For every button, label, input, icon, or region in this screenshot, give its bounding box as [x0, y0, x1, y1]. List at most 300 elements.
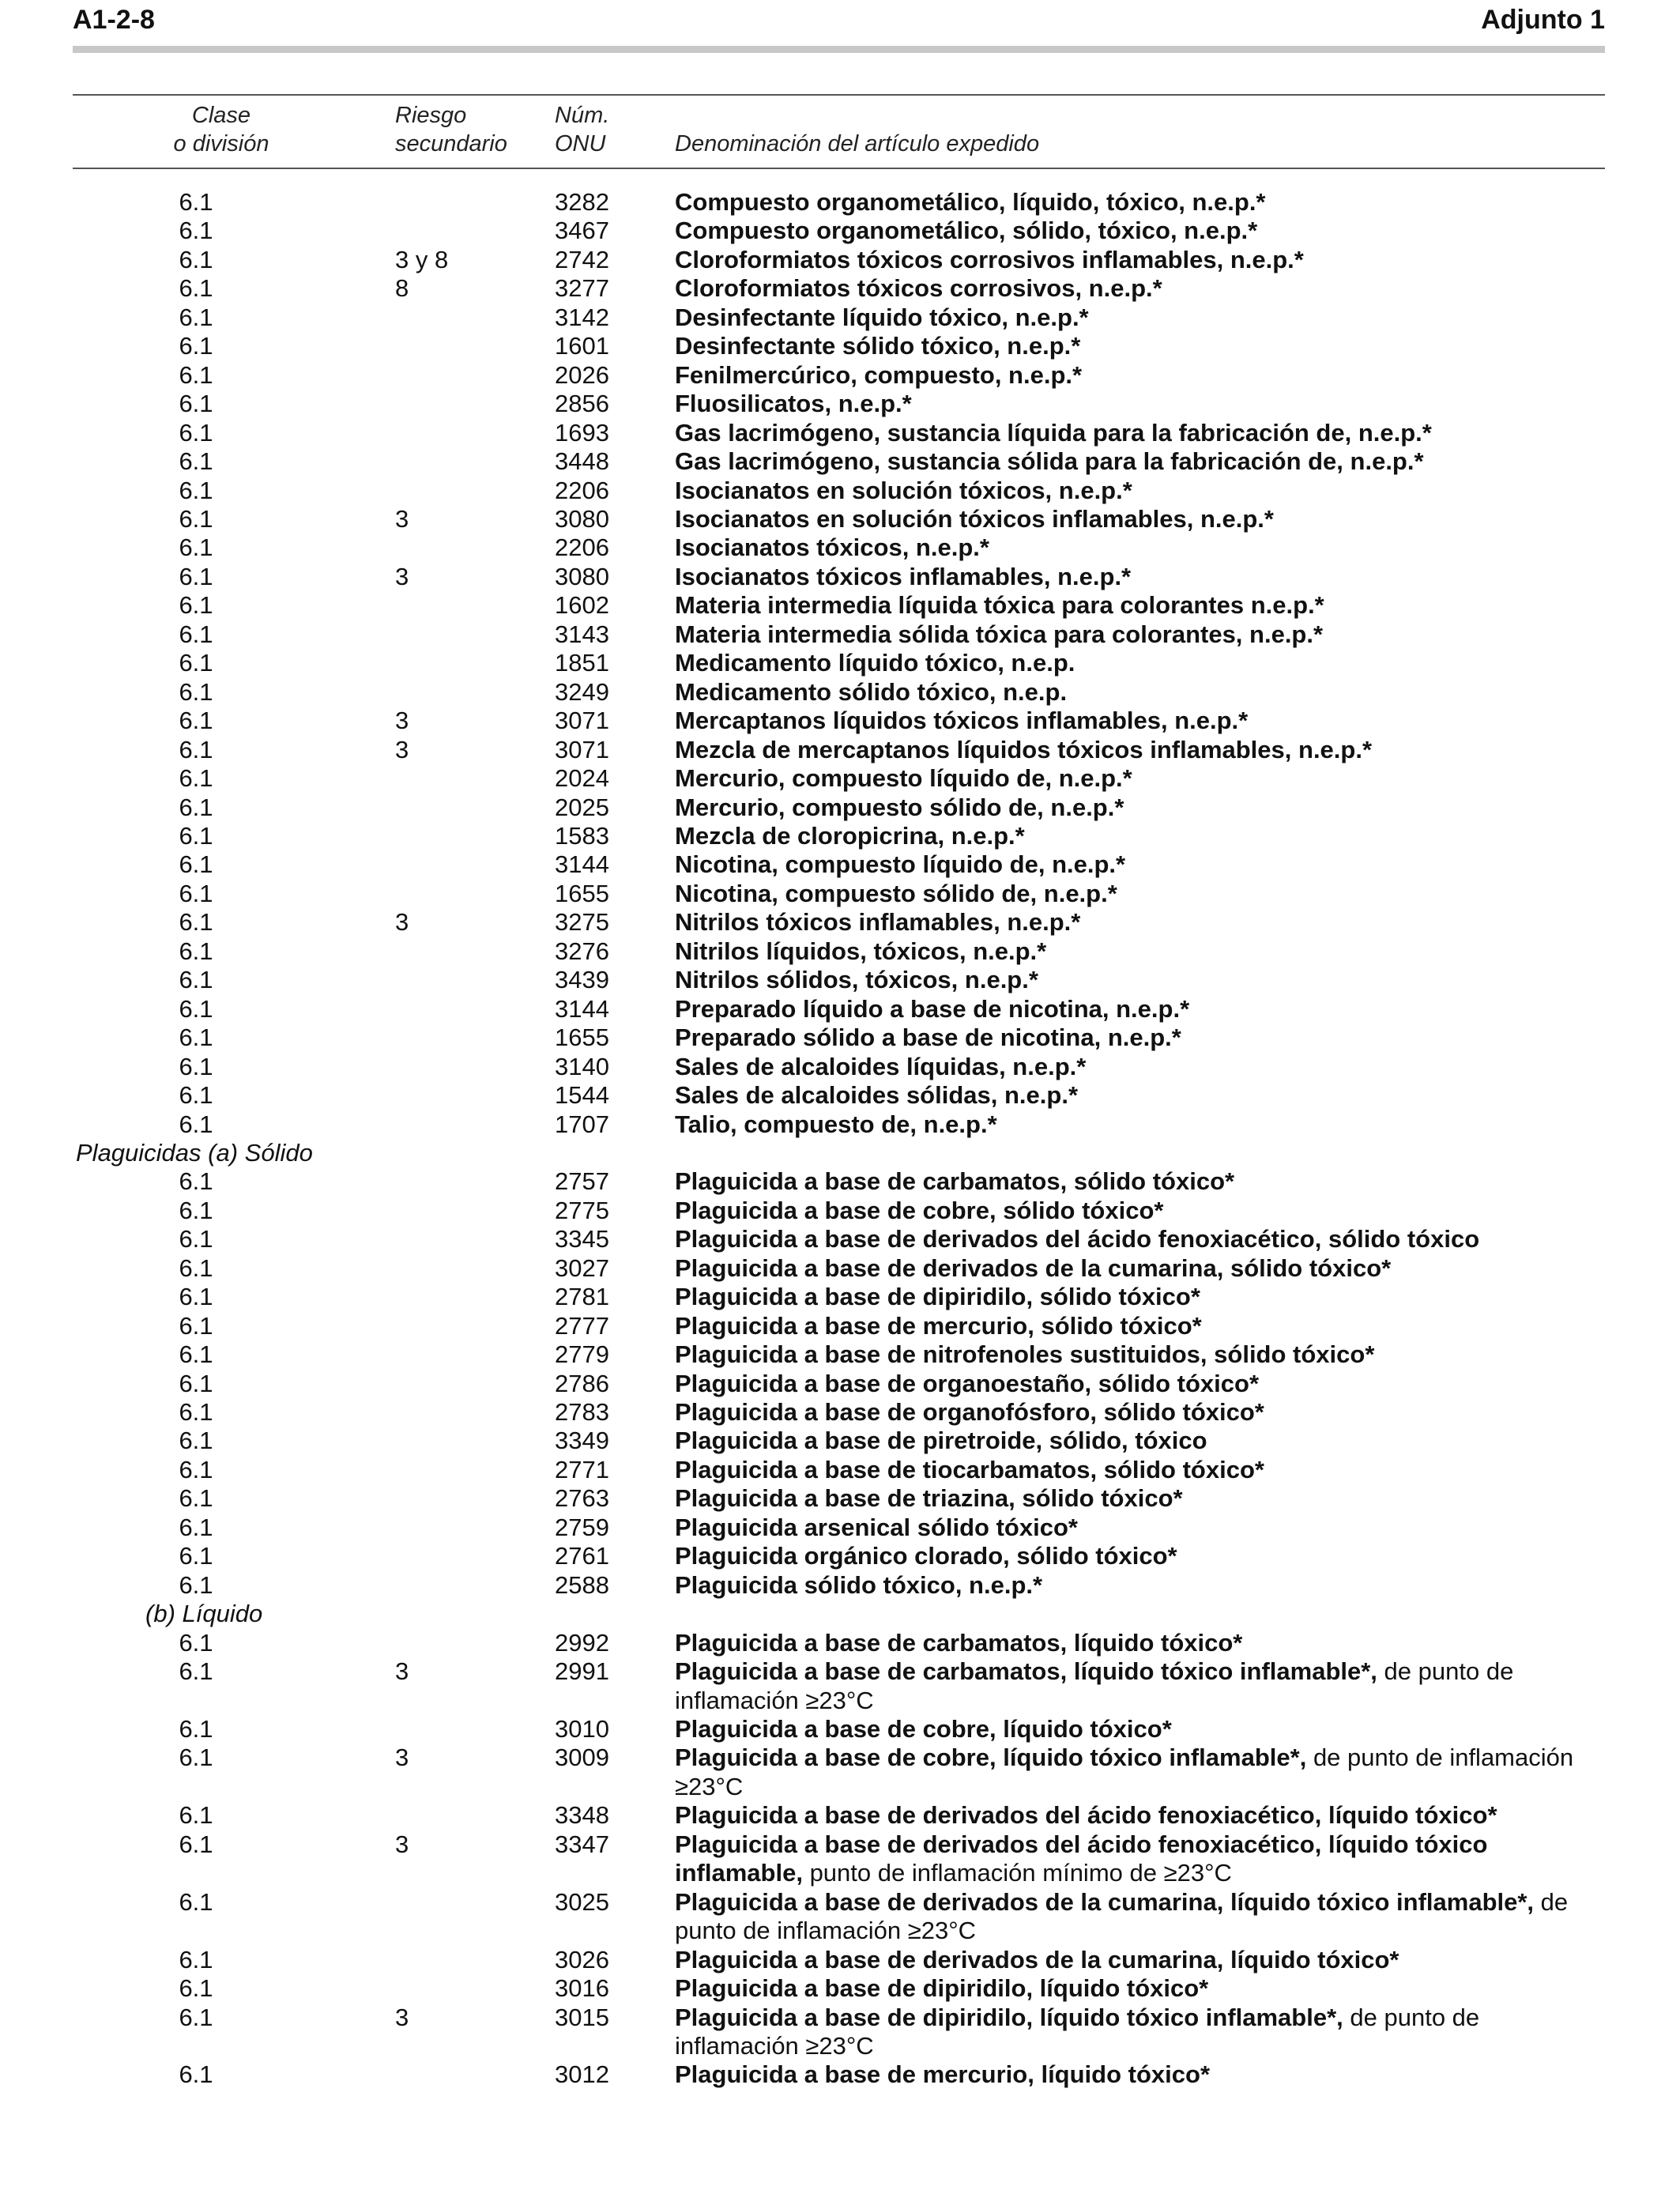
- cell-clase: 6.1: [179, 360, 213, 389]
- item-name: Nicotina, compuesto sólido de, n.e.p.*: [675, 879, 1117, 907]
- cell-onu: 3016: [555, 1974, 609, 2003]
- item-name: Mezcla de cloropicrina, n.e.p.*: [675, 821, 1025, 850]
- table-row: [73, 1514, 1605, 1542]
- cell-clase: 6.1: [179, 1657, 213, 1686]
- cell-clase: 6.1: [179, 1196, 213, 1224]
- cell-denominacion: [675, 419, 1605, 447]
- item-name: Plaguicida a base de derivados del ácido fenoxiacético, sólido tóxico: [675, 1225, 1480, 1253]
- table-row: [73, 1283, 1605, 1311]
- cell-clase: 6.1: [179, 1340, 213, 1369]
- cell-denominacion: [675, 332, 1605, 360]
- cell-onu: 2763: [555, 1484, 609, 1513]
- cell-denominacion: [675, 1340, 1605, 1369]
- table-row: [73, 937, 1605, 966]
- cell-clase: 6.1: [179, 735, 213, 763]
- cell-clase: 6.1: [179, 447, 213, 476]
- item-name: Nitrilos sólidos, tóxicos, n.e.p.*: [675, 966, 1038, 994]
- cell-onu: 1707: [555, 1110, 609, 1138]
- cell-denominacion: [675, 1370, 1605, 1398]
- item-name: Desinfectante sólido tóxico, n.e.p.*: [675, 332, 1081, 360]
- table-row: [73, 1974, 1605, 2003]
- cell-clase: 6.1: [179, 1830, 213, 1858]
- cell-denominacion: [675, 1571, 1605, 1600]
- cell-denominacion: [675, 995, 1605, 1023]
- table-row: [73, 1340, 1605, 1369]
- cell-riesgo: 3: [395, 707, 409, 735]
- cell-clase: 6.1: [179, 677, 213, 706]
- cell-onu: 3142: [555, 303, 609, 331]
- cell-clase: 6.1: [179, 562, 213, 590]
- table-row: [73, 1542, 1605, 1570]
- item-name: Plaguicida a base de mercurio, sólido tóxico*: [675, 1311, 1202, 1340]
- cell-clase: 6.1: [179, 1311, 213, 1340]
- cell-onu: 2775: [555, 1196, 609, 1224]
- table-row: [73, 1254, 1605, 1283]
- cell-onu: 3144: [555, 994, 609, 1023]
- table-row: [73, 1427, 1605, 1455]
- cell-riesgo: 3: [395, 1657, 409, 1686]
- cell-riesgo: 8: [395, 274, 409, 303]
- column-header-clase: [158, 101, 284, 158]
- cell-onu: 3012: [555, 2060, 609, 2089]
- cell-onu: 2026: [555, 360, 609, 389]
- cell-denominacion: [675, 620, 1605, 649]
- cell-clase: 6.1: [179, 1513, 213, 1541]
- cell-denominacion: [675, 533, 1605, 562]
- item-name: Sales de alcaloides sólidas, n.e.p.*: [675, 1081, 1079, 1110]
- section-heading-row: [73, 1600, 1605, 1628]
- item-name: Isocianatos en solución tóxicos, n.e.p.*: [675, 476, 1132, 504]
- table-row: [73, 1744, 1605, 1801]
- column-header-clase-line1: Clase: [191, 103, 251, 128]
- cell-onu: 3026: [555, 1945, 609, 1973]
- cell-denominacion: [675, 937, 1605, 966]
- cell-onu: 3080: [555, 504, 609, 533]
- item-name: Plaguicida orgánico clorado, sólido tóxico*: [675, 1542, 1177, 1570]
- cell-clase: 6.1: [179, 303, 213, 331]
- cell-clase: 6.1: [179, 1945, 213, 1973]
- item-name: Medicamento líquido tóxico, n.e.p.: [675, 649, 1075, 677]
- cell-denominacion: [675, 274, 1605, 303]
- cell-onu: 3009: [555, 1744, 609, 1772]
- cell-onu: 3144: [555, 850, 609, 879]
- cell-onu: 3025: [555, 1887, 609, 1916]
- cell-clase: 6.1: [179, 1628, 213, 1657]
- page-code: A1-2-8: [73, 5, 155, 35]
- table-row: [73, 1110, 1605, 1139]
- cell-clase: 6.1: [179, 1110, 213, 1138]
- cell-onu: 2588: [555, 1570, 609, 1599]
- item-name: Plaguicida a base de dipiridilo, líquido tóxico*: [675, 1974, 1209, 2003]
- cell-riesgo: 3 y 8: [395, 245, 449, 273]
- cell-clase: 6.1: [179, 879, 213, 907]
- cell-denominacion: [675, 1254, 1605, 1283]
- item-name: Plaguicida a base de dipiridilo, líquido tóxico inflamable*,: [675, 2003, 1343, 2031]
- cell-denominacion: [675, 794, 1605, 822]
- cell-denominacion: [675, 505, 1605, 533]
- cell-onu: 2025: [555, 793, 609, 821]
- cell-clase: 6.1: [179, 188, 213, 216]
- page-header: [73, 0, 1605, 43]
- item-name: Materia intermedia líquida tóxica para colorantes n.e.p.*: [675, 591, 1324, 620]
- item-note: de punto de inflamación ≥23°C: [675, 1744, 1574, 1800]
- column-header-onu: [555, 101, 609, 158]
- table-row: [73, 332, 1605, 360]
- cell-onu: 3348: [555, 1801, 609, 1830]
- cell-denominacion: [675, 880, 1605, 908]
- cell-denominacion: [675, 563, 1605, 591]
- cell-onu: 2206: [555, 476, 609, 504]
- column-header-onu-line1: Núm.: [555, 103, 610, 128]
- table-row: [73, 1830, 1605, 1888]
- cell-onu: 3249: [555, 677, 609, 706]
- cell-denominacion: [675, 1744, 1605, 1801]
- attachment-label: Adjunto 1: [1481, 5, 1605, 35]
- cell-clase: 6.1: [179, 821, 213, 850]
- item-name: Isocianatos en solución tóxicos inflamables, n.e.p.*: [675, 504, 1274, 533]
- table-row: [73, 1167, 1605, 1196]
- cell-clase: 6.1: [179, 1570, 213, 1599]
- cell-denominacion: [675, 736, 1605, 764]
- cell-riesgo: 3: [395, 562, 409, 590]
- table-row: [73, 1225, 1605, 1253]
- table-row: [73, 736, 1605, 764]
- table-row: [73, 764, 1605, 793]
- item-name: Medicamento sólido tóxico, n.e.p.: [675, 677, 1068, 706]
- item-name: Plaguicida sólido tóxico, n.e.p.*: [675, 1570, 1043, 1599]
- cell-denominacion: [675, 303, 1605, 332]
- item-name: Isocianatos tóxicos inflamables, n.e.p.*: [675, 562, 1132, 590]
- item-name: Compuesto organometálico, sólido, tóxico, n.e.p.*: [675, 217, 1258, 245]
- item-name: Talio, compuesto de, n.e.p.*: [675, 1110, 997, 1138]
- table-row: [73, 908, 1605, 937]
- cell-clase: 6.1: [179, 476, 213, 504]
- cell-clase: 6.1: [179, 1081, 213, 1110]
- table-row: [73, 1197, 1605, 1225]
- cell-onu: 3467: [555, 217, 609, 245]
- table-row: [73, 447, 1605, 476]
- cell-denominacion: [675, 822, 1605, 850]
- table-row: [73, 361, 1605, 390]
- item-name: Gas lacrimógeno, sustancia sólida para la fabricación de, n.e.p.*: [675, 447, 1424, 476]
- item-name: Plaguicida a base de piretroide, sólido, tóxico: [675, 1427, 1207, 1455]
- cell-denominacion: [675, 591, 1605, 620]
- cell-onu: 3282: [555, 188, 609, 216]
- item-name: Plaguicida a base de derivados del ácido fenoxiacético, líquido tóxico inflamable,: [675, 1830, 1488, 1887]
- cell-onu: 2779: [555, 1340, 609, 1369]
- cell-denominacion: [675, 678, 1605, 707]
- cell-clase: 6.1: [179, 1974, 213, 2003]
- cell-denominacion: [675, 1888, 1605, 1946]
- cell-clase: 6.1: [179, 1398, 213, 1427]
- item-name: Plaguicida a base de derivados de la cumarina, líquido tóxico*: [675, 1945, 1399, 1973]
- cell-denominacion: [675, 764, 1605, 793]
- column-header-riesgo-line1: Riesgo: [395, 103, 467, 128]
- cell-onu: 3439: [555, 966, 609, 994]
- section-heading-row: [73, 1139, 1605, 1167]
- cell-riesgo: 3: [395, 735, 409, 763]
- cell-clase: 6.1: [179, 1542, 213, 1570]
- cell-onu: 1851: [555, 649, 609, 677]
- item-note: de punto de inflamación ≥23°C: [675, 2003, 1480, 2060]
- item-name: Nicotina, compuesto líquido de, n.e.p.*: [675, 850, 1126, 879]
- cell-denominacion: [675, 1167, 1605, 1196]
- cell-clase: 6.1: [179, 332, 213, 360]
- table-row: [73, 2060, 1605, 2089]
- cell-onu: 3275: [555, 908, 609, 937]
- cell-clase: 6.1: [179, 793, 213, 821]
- cell-onu: 3080: [555, 562, 609, 590]
- cell-denominacion: [675, 1715, 1605, 1744]
- cell-clase: 6.1: [179, 2060, 213, 2089]
- cell-onu: 2757: [555, 1167, 609, 1196]
- item-name: Plaguicida a base de cobre, líquido tóxico*: [675, 1714, 1172, 1743]
- item-note: punto de inflamación mínimo de ≥23°C: [809, 1859, 1232, 1887]
- cell-riesgo: 3: [395, 908, 409, 937]
- cell-denominacion: [675, 1514, 1605, 1542]
- cell-denominacion: [675, 1946, 1605, 1974]
- item-name: Plaguicida a base de nitrofenoles sustituidos, sólido tóxico*: [675, 1340, 1375, 1369]
- item-note: de punto de inflamación ≥23°C: [675, 1887, 1569, 1945]
- table-row: [73, 477, 1605, 505]
- table-row: [73, 1888, 1605, 1946]
- item-name: Sales de alcaloides líquidas, n.e.p.*: [675, 1052, 1087, 1080]
- cell-clase: 6.1: [179, 1225, 213, 1253]
- table-row: [73, 591, 1605, 620]
- cell-denominacion: [675, 908, 1605, 937]
- cell-denominacion: [675, 447, 1605, 476]
- cell-denominacion: [675, 2060, 1605, 2089]
- cell-onu: 2024: [555, 764, 609, 793]
- cell-denominacion: [675, 1542, 1605, 1570]
- cell-clase: 6.1: [179, 591, 213, 620]
- cell-riesgo: 3: [395, 1744, 409, 1772]
- cell-onu: 2856: [555, 390, 609, 418]
- table-row: [73, 1370, 1605, 1398]
- cell-onu: 2742: [555, 245, 609, 273]
- cell-clase: 6.1: [179, 418, 213, 447]
- column-header-clase-line2: o división: [173, 131, 269, 156]
- item-name: Plaguicida a base de organoestaño, sólido tóxico*: [675, 1369, 1260, 1397]
- table-row: [73, 2004, 1605, 2061]
- cell-denominacion: [675, 966, 1605, 994]
- cell-clase: 6.1: [179, 1484, 213, 1513]
- cell-onu: 3277: [555, 274, 609, 303]
- cell-denominacion: [675, 1110, 1605, 1139]
- cell-clase: 6.1: [179, 1023, 213, 1052]
- table-row: [73, 419, 1605, 447]
- item-name: Plaguicida a base de mercurio, líquido tóxico*: [675, 2060, 1211, 2089]
- cell-denominacion: [675, 850, 1605, 879]
- table-row: [73, 822, 1605, 850]
- cell-onu: 3027: [555, 1253, 609, 1282]
- item-name: Plaguicida a base de cobre, sólido tóxico*: [675, 1196, 1164, 1224]
- cell-onu: 2786: [555, 1369, 609, 1397]
- item-note: de punto de inflamación ≥23°C: [675, 1657, 1514, 1714]
- table-row: [73, 217, 1605, 245]
- item-name: Mezcla de mercaptanos líquidos tóxicos inflamables, n.e.p.*: [675, 735, 1373, 763]
- dangerous-goods-table: [73, 188, 1605, 2090]
- table-row: [73, 1571, 1605, 1600]
- cell-clase: 6.1: [179, 390, 213, 418]
- item-name: Plaguicida a base de carbamatos, líquido tóxico inflamable*,: [675, 1657, 1377, 1686]
- cell-clase: 6.1: [179, 1744, 213, 1772]
- cell-onu: 2991: [555, 1657, 609, 1686]
- cell-denominacion: [675, 1657, 1605, 1715]
- table-row: [73, 505, 1605, 533]
- table-row: [73, 1715, 1605, 1744]
- cell-onu: 2759: [555, 1513, 609, 1541]
- cell-denominacion: [675, 1974, 1605, 2003]
- cell-denominacion: [675, 1312, 1605, 1340]
- item-name: Plaguicida a base de organofósforo, sólido tóxico*: [675, 1398, 1264, 1427]
- table-row: [73, 303, 1605, 332]
- cell-onu: 3143: [555, 620, 609, 648]
- cell-clase: 6.1: [179, 1714, 213, 1743]
- cell-clase: 6.1: [179, 1369, 213, 1397]
- table-row: [73, 1801, 1605, 1830]
- cell-denominacion: [675, 1830, 1605, 1888]
- item-name: Plaguicida a base de derivados de la cumarina, líquido tóxico inflamable*,: [675, 1887, 1535, 1916]
- cell-onu: 3010: [555, 1714, 609, 1743]
- item-name: Plaguicida a base de carbamatos, líquido tóxico*: [675, 1628, 1243, 1657]
- table-row: [73, 1657, 1605, 1715]
- table-row: [73, 649, 1605, 677]
- item-name: Fluosilicatos, n.e.p.*: [675, 390, 912, 418]
- cell-clase: 6.1: [179, 1887, 213, 1916]
- table-row: [73, 1484, 1605, 1513]
- cell-clase: 6.1: [179, 1427, 213, 1455]
- cell-denominacion: [675, 1427, 1605, 1455]
- cell-denominacion: [675, 477, 1605, 505]
- cell-onu: 3448: [555, 447, 609, 476]
- cell-clase: 6.1: [179, 245, 213, 273]
- cell-onu: 2206: [555, 533, 609, 562]
- cell-onu: 3071: [555, 707, 609, 735]
- cell-denominacion: [675, 1484, 1605, 1513]
- item-name: Plaguicida arsenical sólido tóxico*: [675, 1513, 1078, 1541]
- item-name: Cloroformiatos tóxicos corrosivos, n.e.p.*: [675, 274, 1162, 303]
- cell-onu: 1602: [555, 591, 609, 620]
- table-row: [73, 274, 1605, 303]
- table-row: [73, 563, 1605, 591]
- cell-clase: 6.1: [179, 707, 213, 735]
- item-name: Fenilmercúrico, compuesto, n.e.p.*: [675, 360, 1083, 389]
- cell-denominacion: [675, 1023, 1605, 1052]
- cell-clase: 6.1: [179, 908, 213, 937]
- item-name: Mercurio, compuesto líquido de, n.e.p.*: [675, 764, 1132, 793]
- column-header-denominacion: Denominación del artículo expedido: [675, 131, 1040, 156]
- table-row: [73, 966, 1605, 994]
- table-row: [73, 620, 1605, 649]
- table-row: [73, 1053, 1605, 1081]
- cell-onu: 2781: [555, 1283, 609, 1311]
- cell-denominacion: [675, 1283, 1605, 1311]
- cell-clase: 6.1: [179, 850, 213, 879]
- table-row: [73, 794, 1605, 822]
- header-rule: [73, 46, 1605, 53]
- table-row: [73, 850, 1605, 879]
- cell-clase: 6.1: [179, 1253, 213, 1282]
- cell-onu: 1655: [555, 1023, 609, 1052]
- cell-clase: 6.1: [179, 1455, 213, 1483]
- cell-onu: 1693: [555, 418, 609, 447]
- cell-clase: 6.1: [179, 1283, 213, 1311]
- table-row: [73, 1629, 1605, 1657]
- cell-clase: 6.1: [179, 2003, 213, 2031]
- table-row: [73, 390, 1605, 418]
- item-name: Plaguicida a base de derivados de la cumarina, sólido tóxico*: [675, 1253, 1392, 1282]
- item-name: Plaguicida a base de triazina, sólido tóxico*: [675, 1484, 1183, 1513]
- cell-denominacion: [675, 217, 1605, 245]
- cell-denominacion: [675, 246, 1605, 274]
- cell-riesgo: 3: [395, 2003, 409, 2031]
- cell-onu: 1601: [555, 332, 609, 360]
- cell-denominacion: [675, 1197, 1605, 1225]
- cell-clase: 6.1: [179, 937, 213, 965]
- table-row: [73, 707, 1605, 735]
- cell-onu: 1583: [555, 821, 609, 850]
- item-name: Mercurio, compuesto sólido de, n.e.p.*: [675, 793, 1124, 821]
- table-row: [73, 1398, 1605, 1427]
- table-row: [73, 995, 1605, 1023]
- table-top-rule: [73, 94, 1605, 96]
- item-name: Plaguicida a base de tiocarbamatos, sólido tóxico*: [675, 1455, 1264, 1483]
- item-name: Plaguicida a base de derivados del ácido fenoxiacético, líquido tóxico*: [675, 1801, 1497, 1830]
- table-row: [73, 678, 1605, 707]
- table-row: [73, 246, 1605, 274]
- cell-riesgo: 3: [395, 1830, 409, 1858]
- cell-riesgo: 3: [395, 504, 409, 533]
- cell-clase: 6.1: [179, 1052, 213, 1080]
- cell-clase: 6.1: [179, 533, 213, 562]
- item-name: Plaguicida a base de cobre, líquido tóxico inflamable*,: [675, 1744, 1307, 1772]
- table-row: [73, 1456, 1605, 1484]
- item-name: Mercaptanos líquidos tóxicos inflamables, n.e.p.*: [675, 707, 1249, 735]
- cell-denominacion: [675, 1456, 1605, 1484]
- cell-denominacion: [675, 1398, 1605, 1427]
- cell-denominacion: [675, 188, 1605, 217]
- item-name: Gas lacrimógeno, sustancia líquida para la fabricación de, n.e.p.*: [675, 418, 1432, 447]
- table-row: [73, 1946, 1605, 1974]
- cell-denominacion: [675, 1801, 1605, 1830]
- column-header-onu-line2: ONU: [555, 131, 606, 156]
- item-name: Isocianatos tóxicos, n.e.p.*: [675, 533, 989, 562]
- cell-denominacion: [675, 1053, 1605, 1081]
- cell-onu: 2992: [555, 1628, 609, 1657]
- cell-denominacion: [675, 707, 1605, 735]
- table-row: [73, 880, 1605, 908]
- cell-clase: 6.1: [179, 1167, 213, 1196]
- cell-denominacion: [675, 1081, 1605, 1110]
- table-row: [73, 533, 1605, 562]
- cell-onu: 1655: [555, 879, 609, 907]
- cell-onu: 1544: [555, 1081, 609, 1110]
- cell-onu: 2771: [555, 1455, 609, 1483]
- column-header-riesgo: [395, 101, 507, 158]
- section-heading: Plaguicidas (a) Sólido: [76, 1138, 313, 1167]
- cell-clase: 6.1: [179, 1801, 213, 1830]
- cell-clase: 6.1: [179, 274, 213, 303]
- item-name: Preparado líquido a base de nicotina, n.e.p.*: [675, 994, 1190, 1023]
- cell-onu: 2761: [555, 1542, 609, 1570]
- cell-clase: 6.1: [179, 994, 213, 1023]
- cell-clase: 6.1: [179, 620, 213, 648]
- table-row: [73, 1312, 1605, 1340]
- section-heading: (b) Líquido: [145, 1600, 263, 1628]
- cell-onu: 2777: [555, 1311, 609, 1340]
- table-header-rule: [73, 168, 1605, 169]
